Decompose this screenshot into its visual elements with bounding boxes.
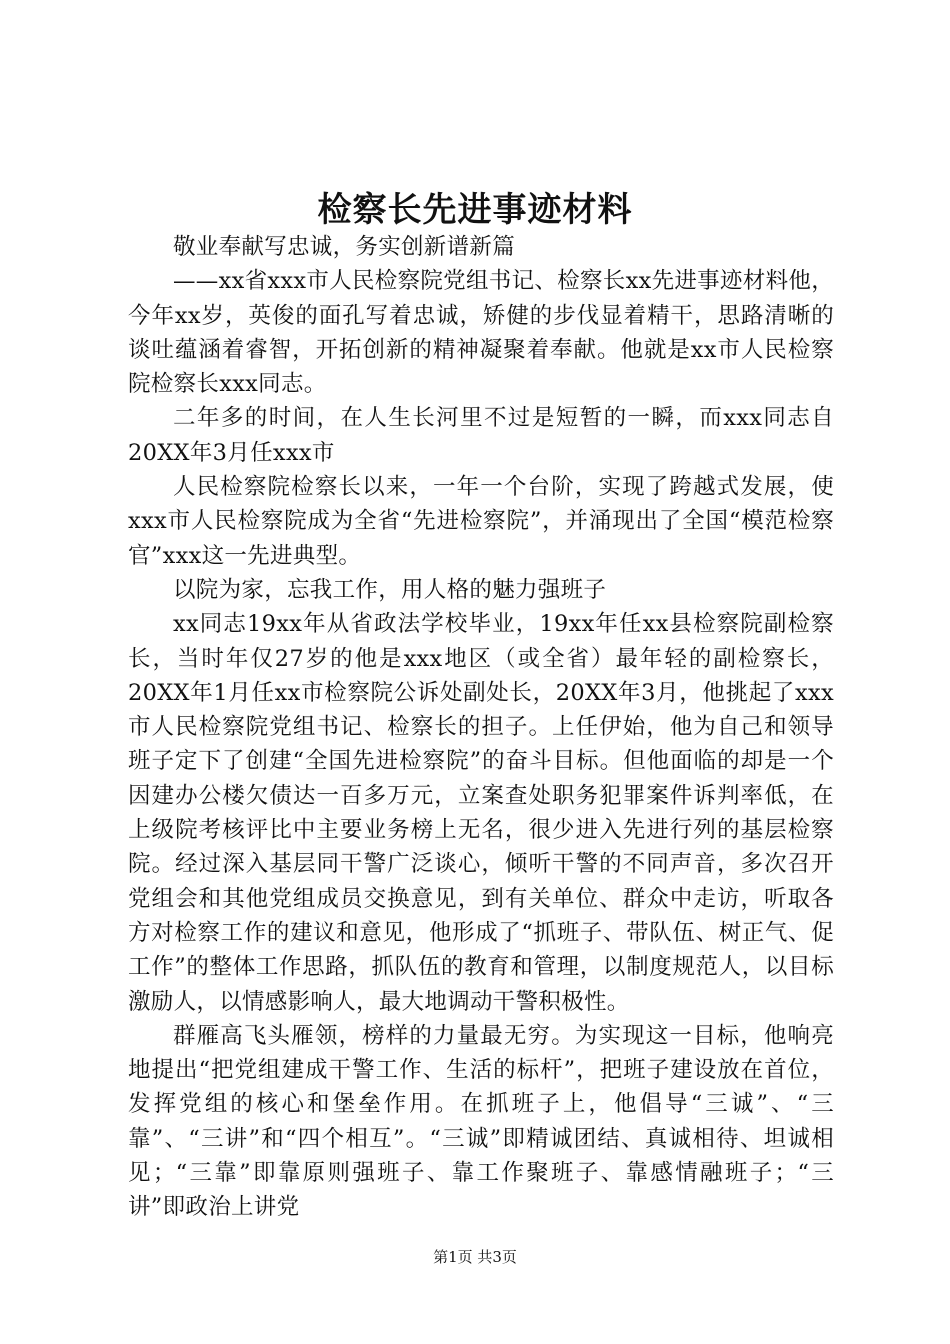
paragraph-2: 二年多的时间，在人生长河里不过是短暂的一瞬，而xxx同志自20XX年3月任xxx市 (128, 405, 834, 466)
paragraph-1: ——xx省xxx市人民检察院党组书记、检察长xx先进事迹材料他，今年xx岁，英俊的面孔写着忠诚，矫健的步伐显着精干，思路清晰的谈吐蕴涵着睿智，开拓创新的精神凝聚着奉献。他就是xx市人民检察院检察长xxx同志。 (128, 268, 834, 398)
paragraph-3: 人民检察院检察长以来，一年一个台阶，实现了跨越式发展，使xxx市人民检察院成为全省“先进检察院”，并涌现出了全国“模范检察官”xxx这一先进典型。 (128, 474, 834, 569)
page-title: 检察长先进事迹材料 (317, 190, 633, 230)
paragraph-5: 群雁高飞头雁领，榜样的力量最无穷。为实现这一目标，他响亮地提出“把党组建成干警工作、生活的标杆”，把班子建设放在首位，发挥党组的核心和堡垒作用。在抓班子上，他倡导“三诚”、“三靠”、“三讲”和“四个相互”。“三诚”即精诚团结、真诚相待、坦诚相见；“三靠”即靠原则强班子、靠工作聚班子、靠感情融班子；“三讲”即政治上讲党 (128, 1022, 834, 1221)
paragraph-subtitle: 敬业奉献写忠诚，务实创新谱新篇 (173, 234, 516, 260)
document-body (128, 230, 834, 1225)
page-footer: 第1页 共3页 (433, 1248, 517, 1266)
section-heading: 以院为家，忘我工作，用人格的魅力强班子 (173, 576, 607, 603)
paragraph-4: xx同志19xx年从省政法学校毕业，19xx年任xx县检察院副检察长，当时年仅27岁的他是xxx地区（或全省）最年轻的副检察长，20XX年1月任xx市检察院公诉处副处长，20XX年3月，他挑起了xxx市人民检察院党组书记、检察长的担子。上任伊始，他为自己和领导班子定下了创建“全国先进检察院”的奋斗目标。但他面临的却是一个因建办公楼欠债达一百多万元，立案查处职务犯罪案件诉判率低，在上级院考核评比中主要业务榜上无名，很少进入先进行列的基层检察院。经过深入基层同干警广泛谈心，倾听干警的不同声音，多次召开党组会和其他党组成员交换意见，到有关单位、群众中走访，听取各方对检察工作的建议和意见，他形成了“抓班子、带队伍、树正气、促工作”的整体工作思路，抓队伍的教育和管理，以制度规范人，以目标激励人，以情感影响人，最大地调动干警积极性。 (128, 611, 834, 1015)
